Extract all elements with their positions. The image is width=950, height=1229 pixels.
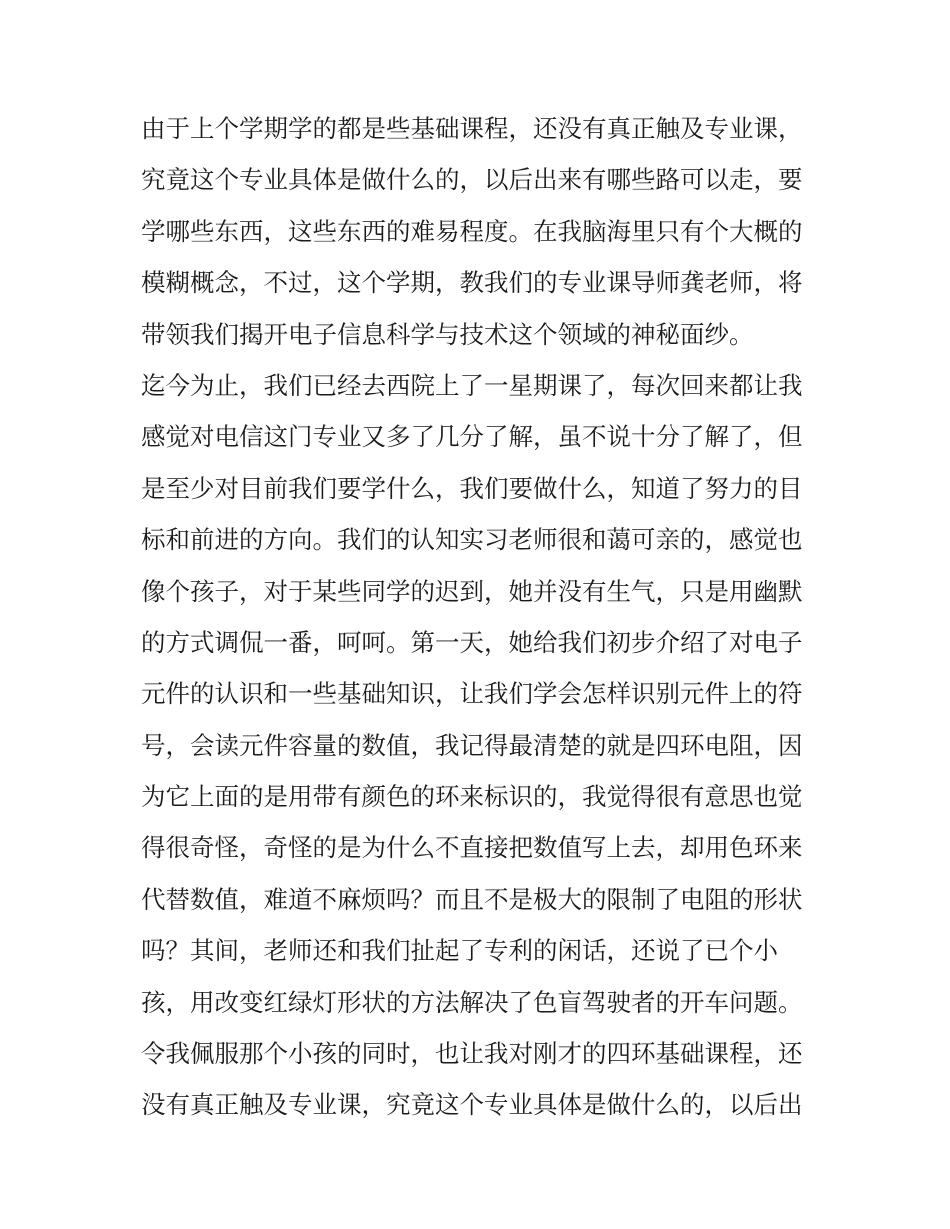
text-line-3: 学哪些东西，这些东西的难易程度。在我脑海里只有个大概的 — [141, 216, 803, 246]
text-line-4: 模糊概念，不过，这个学期，教我们的专业课导师龚老师，将 — [141, 268, 803, 298]
text-line-13: 号，会读元件容量的数值，我记得最清楚的就是四环电阻，因 — [141, 730, 803, 760]
text-line-6: 迄今为止，我们已经去西院上了一星期课了，每次回来都让我 — [141, 370, 803, 400]
text-line-11: 的方式调侃一番，呵呵。第一天，她给我们初步介绍了对电子 — [141, 627, 803, 657]
text-line-5: 带领我们揭开电子信息科学与技术这个领域的神秘面纱。 — [141, 319, 754, 349]
text-line-7: 感觉对电信这门专业又多了几分了解，虽不说十分了解了，但 — [141, 422, 803, 452]
text-line-12: 元件的认识和一些基础知识，让我们学会怎样识别元件上的符 — [141, 679, 803, 709]
body-text — [141, 103, 821, 1131]
text-line-19: 令我佩服那个小孩的同时，也让我对刚才的四环基础课程，还 — [141, 1039, 803, 1069]
text-line-10: 像个孩子，对于某些同学的迟到，她并没有生气，只是用幽默 — [141, 576, 803, 606]
text-line-18: 孩，用改变红绿灯形状的方法解决了色盲驾驶者的开车问题。 — [141, 987, 803, 1017]
text-line-14: 为它上面的是用带有颜色的环来标识的，我觉得很有意思也觉 — [141, 782, 803, 812]
text-line-16: 代替数值，难道不麻烦吗？而且不是极大的限制了电阻的形状 — [141, 884, 803, 914]
text-line-15: 得很奇怪，奇怪的是为什么不直接把数值写上去，却用色环来 — [141, 833, 803, 863]
text-line-2: 究竟这个专业具体是做什么的，以后出来有哪些路可以走，要 — [141, 165, 803, 195]
text-line-20: 没有真正触及专业课，究竟这个专业具体是做什么的，以后出 — [141, 1090, 803, 1120]
text-line-17: 吗？其间，老师还和我们扯起了专利的闲话，还说了已个小 — [141, 936, 778, 966]
text-line-8: 是至少对目前我们要学什么，我们要做什么，知道了努力的目 — [141, 473, 803, 503]
text-line-9: 标和前进的方向。我们的认知实习老师很和蔼可亲的，感觉也 — [141, 525, 803, 555]
text-line-1: 由于上个学期学的都是些基础课程，还没有真正触及专业课， — [141, 114, 803, 143]
